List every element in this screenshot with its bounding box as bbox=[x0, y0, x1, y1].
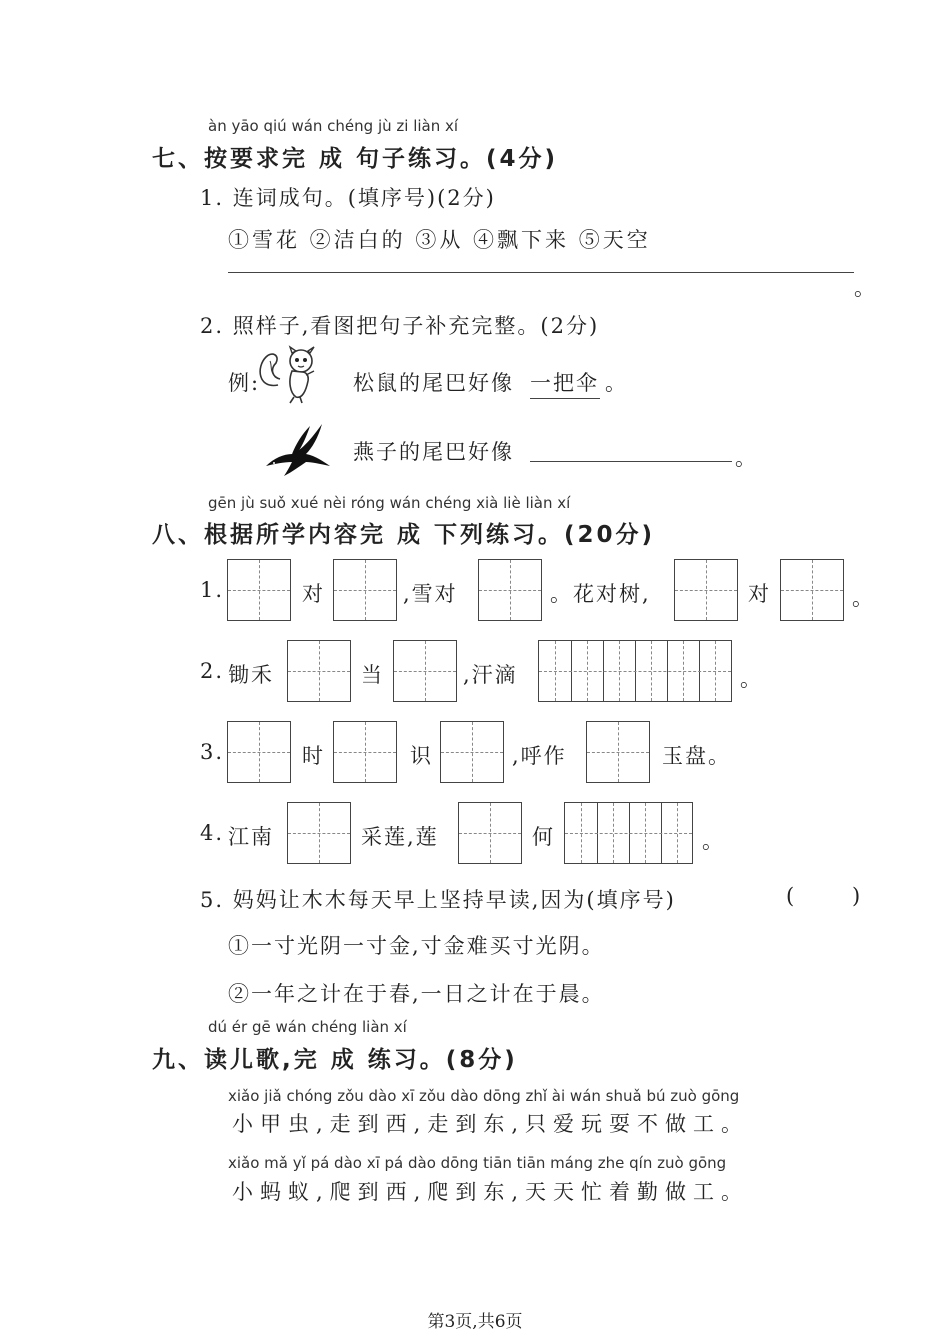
s8-q3-num: 3. bbox=[200, 740, 225, 764]
s7-q1-prompt: 1. 连词成句。(填序号)(2分) bbox=[200, 186, 496, 210]
squirrel-illustration bbox=[256, 345, 322, 407]
swallow-answer-line[interactable] bbox=[530, 461, 732, 462]
s8-q4-text2: 采莲,莲 bbox=[361, 825, 439, 849]
s8-q3-text4: 玉盘。 bbox=[662, 744, 731, 768]
s8-q5-paren-close: ) bbox=[852, 884, 863, 908]
swallow-sentence: 燕子的尾巴好像 bbox=[353, 440, 514, 464]
section7-title: 七、按要求完 成 句子练习。(4分) bbox=[152, 146, 559, 172]
s8-q3-text2: 识 bbox=[410, 744, 433, 768]
swallow-illustration bbox=[262, 420, 334, 478]
tianzige-box[interactable] bbox=[227, 721, 291, 783]
tianzige-box[interactable] bbox=[780, 559, 844, 621]
tianzige-box[interactable] bbox=[586, 721, 650, 783]
s8-q1-text2: ,雪对 bbox=[403, 582, 458, 606]
tianzige-box[interactable] bbox=[393, 640, 457, 702]
tianzige-box[interactable] bbox=[333, 559, 397, 621]
song-line1-pinyin: xiǎo jiǎ chóng zǒu dào xī zǒu dào dōng zhǐ ài wán shuǎ bú zuò gōng bbox=[228, 1087, 740, 1105]
s8-q1-period: 。 bbox=[852, 586, 875, 610]
section9-title: 九、读儿歌,完 成 练习。(8分) bbox=[152, 1047, 518, 1073]
section8-pinyin: gēn jù suǒ xué nèi róng wán chéng xià liè liàn xí bbox=[208, 494, 571, 512]
s8-q2-text2: 当 bbox=[361, 663, 384, 687]
song-line2: 小蚂蚁,爬到西,爬到东,天天忙着勤做工。 bbox=[232, 1180, 750, 1204]
s8-q2-num: 2. bbox=[200, 659, 225, 683]
s8-q5-paren-open: ( bbox=[786, 884, 797, 908]
s8-q4-num: 4. bbox=[200, 821, 225, 845]
swallow-period: 。 bbox=[735, 446, 758, 470]
tianzige-box[interactable] bbox=[440, 721, 504, 783]
s8-q1-num: 1. bbox=[200, 578, 225, 602]
s7-q1-answer-line[interactable] bbox=[228, 272, 854, 273]
tianzige-box[interactable] bbox=[478, 559, 542, 621]
s8-q4-text1: 江南 bbox=[228, 825, 274, 849]
section7-pinyin: àn yāo qiú wán chéng jù zi liàn xí bbox=[208, 117, 459, 135]
s8-q1-text4: 对 bbox=[748, 582, 771, 606]
s8-q3-text3: ,呼作 bbox=[512, 744, 567, 768]
tianzige-box[interactable] bbox=[674, 559, 738, 621]
s8-q2-text1: 锄禾 bbox=[228, 663, 274, 687]
tianzige-box[interactable] bbox=[333, 721, 397, 783]
s8-q5-prompt: 5. 妈妈让木木每天早上坚持早读,因为(填序号) bbox=[200, 888, 676, 912]
s8-q4-period: 。 bbox=[702, 829, 725, 853]
song-line1: 小甲虫,走到西,走到东,只爱玩耍不做工。 bbox=[232, 1112, 750, 1136]
tianzige-box-row[interactable] bbox=[564, 802, 693, 864]
s7-q2-prompt: 2. 照样子,看图把句子补充完整。(2分) bbox=[200, 314, 600, 338]
example-label: 例: bbox=[228, 371, 261, 395]
s8-q5-answer-blank[interactable] bbox=[800, 884, 848, 910]
example-period: 。 bbox=[605, 371, 628, 395]
s8-q5-option-2: ②一年之计在于春,一日之计在于晨。 bbox=[228, 982, 605, 1006]
song-line2-pinyin: xiǎo mǎ yǐ pá dào xī pá dào dōng tiān tiān máng zhe qín zuò gōng bbox=[228, 1154, 727, 1172]
s7-q1-word-options: ①雪花 ②洁白的 ③从 ④飘下来 ⑤天空 bbox=[228, 228, 651, 252]
section8-title: 八、根据所学内容完 成 下列练习。(20分) bbox=[152, 522, 656, 548]
s8-q2-period: 。 bbox=[740, 667, 763, 691]
tianzige-box-row[interactable] bbox=[538, 640, 732, 702]
s8-q1-text3: 。花对树, bbox=[550, 582, 651, 606]
tianzige-box[interactable] bbox=[287, 640, 351, 702]
s7-q1-period: 。 bbox=[854, 276, 877, 300]
s8-q3-text1: 时 bbox=[302, 744, 325, 768]
s8-q5-option-1: ①一寸光阴一寸金,寸金难买寸光阴。 bbox=[228, 934, 605, 958]
page-footer: 第3页,共6页 bbox=[427, 1312, 523, 1332]
example-answer: 一把伞 bbox=[530, 367, 600, 399]
section9-pinyin: dú ér gē wán chéng liàn xí bbox=[208, 1018, 407, 1036]
tianzige-box[interactable] bbox=[227, 559, 291, 621]
example-sentence: 松鼠的尾巴好像 bbox=[353, 371, 514, 395]
tianzige-box[interactable] bbox=[287, 802, 351, 864]
s8-q1-text1: 对 bbox=[302, 582, 325, 606]
s8-q4-text3: 何 bbox=[532, 825, 555, 849]
tianzige-box[interactable] bbox=[458, 802, 522, 864]
s8-q2-text3: ,汗滴 bbox=[463, 663, 518, 687]
